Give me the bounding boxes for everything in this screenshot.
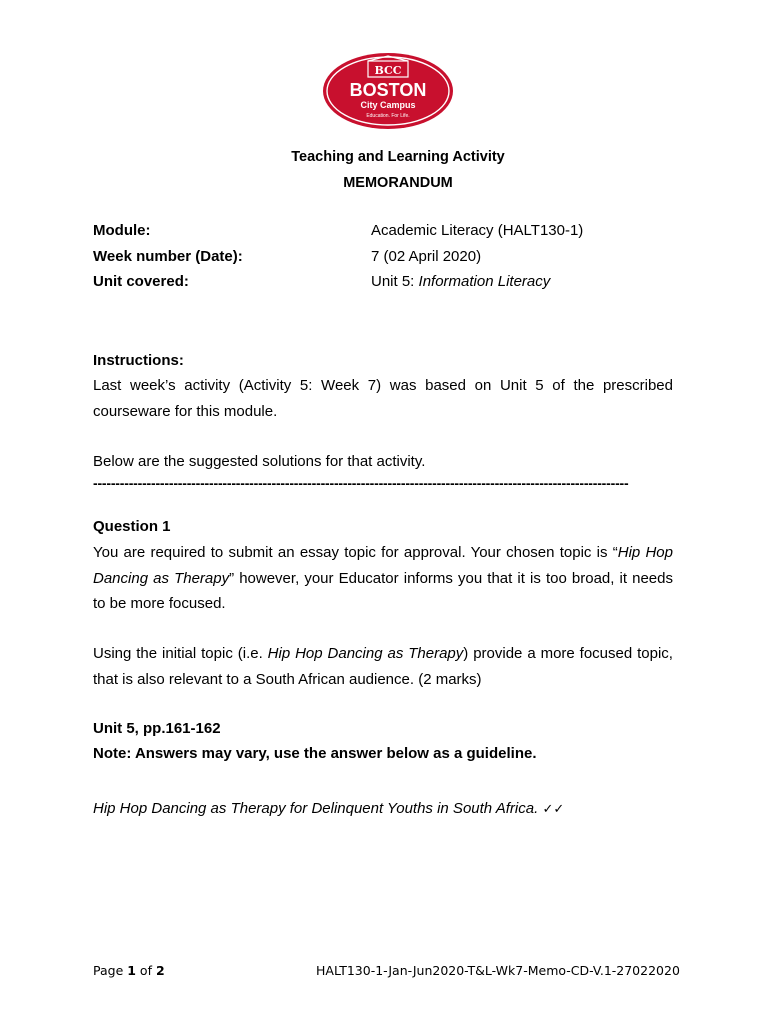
- module-row: [93, 222, 693, 242]
- unit-value: [371, 273, 550, 290]
- logo-name: BOSTON: [349, 80, 427, 100]
- section-divider: ------------------------------------------------------------------------------------------------------------------------: [93, 475, 629, 491]
- week-label: Week number (Date):: [93, 248, 243, 265]
- unit-reference: Unit 5, pp.161-162: [93, 720, 221, 737]
- page-current: 1: [127, 963, 136, 978]
- question-instruction-part1: Using the initial topic (i.e.: [93, 645, 268, 662]
- question-instruction: [93, 641, 673, 692]
- document-title: Teaching and Learning Activity: [291, 149, 505, 165]
- question-text-part1: You are required to submit an essay topic for approval. Your chosen topic is “: [93, 544, 618, 561]
- question-heading: Question 1: [93, 518, 171, 535]
- suggested-answer: [93, 796, 673, 823]
- document-subtitle: MEMORANDUM: [343, 175, 453, 191]
- question-instruction-topic: Hip Hop Dancing as Therapy: [267, 645, 464, 662]
- answer-note: Note: Answers may vary, use the answer below as a guideline.: [93, 745, 537, 762]
- logo-emblem-text: BCC: [374, 64, 402, 77]
- instructions-text: Last week’s activity (Activity 5: Week 7) was based on Unit 5 of the prescribed courseware for this module.: [93, 377, 673, 420]
- unit-value-title: Information Literacy: [418, 273, 551, 290]
- logo-tagline: Education. For Life.: [366, 113, 410, 119]
- question-instruction-part2: ) provide a more focused topic, that is also relevant to a South African audience. (2 marks): [93, 645, 673, 688]
- module-label: Module:: [93, 222, 151, 239]
- instructions-heading: Instructions:: [93, 352, 184, 369]
- question-text: [93, 540, 673, 617]
- boston-city-campus-logo: [322, 52, 454, 130]
- unit-value-prefix: Unit 5:: [371, 273, 419, 290]
- suggested-answer-text: Hip Hop Dancing as Therapy for Delinquent Youths in South Africa.: [93, 800, 539, 817]
- page-number: [93, 963, 165, 978]
- logo-subtitle: City Campus: [360, 100, 416, 110]
- question-topic: Hip Hop Dancing as Therapy: [93, 544, 673, 587]
- week-row: [93, 248, 693, 268]
- document-code: HALT130-1-Jan-Jun2020-T&L-Wk7-Memo-CD-V.1-27022020: [316, 963, 680, 978]
- page-total: 2: [155, 963, 165, 978]
- page-of: of: [135, 963, 156, 978]
- question-text-part2: ” however, your Educator informs you that it is too broad, it needs to be more focused.: [93, 569, 673, 612]
- unit-row: [93, 273, 693, 293]
- week-value: 7 (02 April 2020): [371, 248, 482, 265]
- page-prefix: Page: [93, 963, 128, 978]
- module-value: Academic Literacy (HALT130-1): [371, 222, 584, 239]
- unit-label: Unit covered:: [93, 273, 189, 290]
- solutions-intro: Below are the suggested solutions for that activity.: [93, 453, 426, 470]
- tick-marks: ✓✓: [542, 802, 565, 817]
